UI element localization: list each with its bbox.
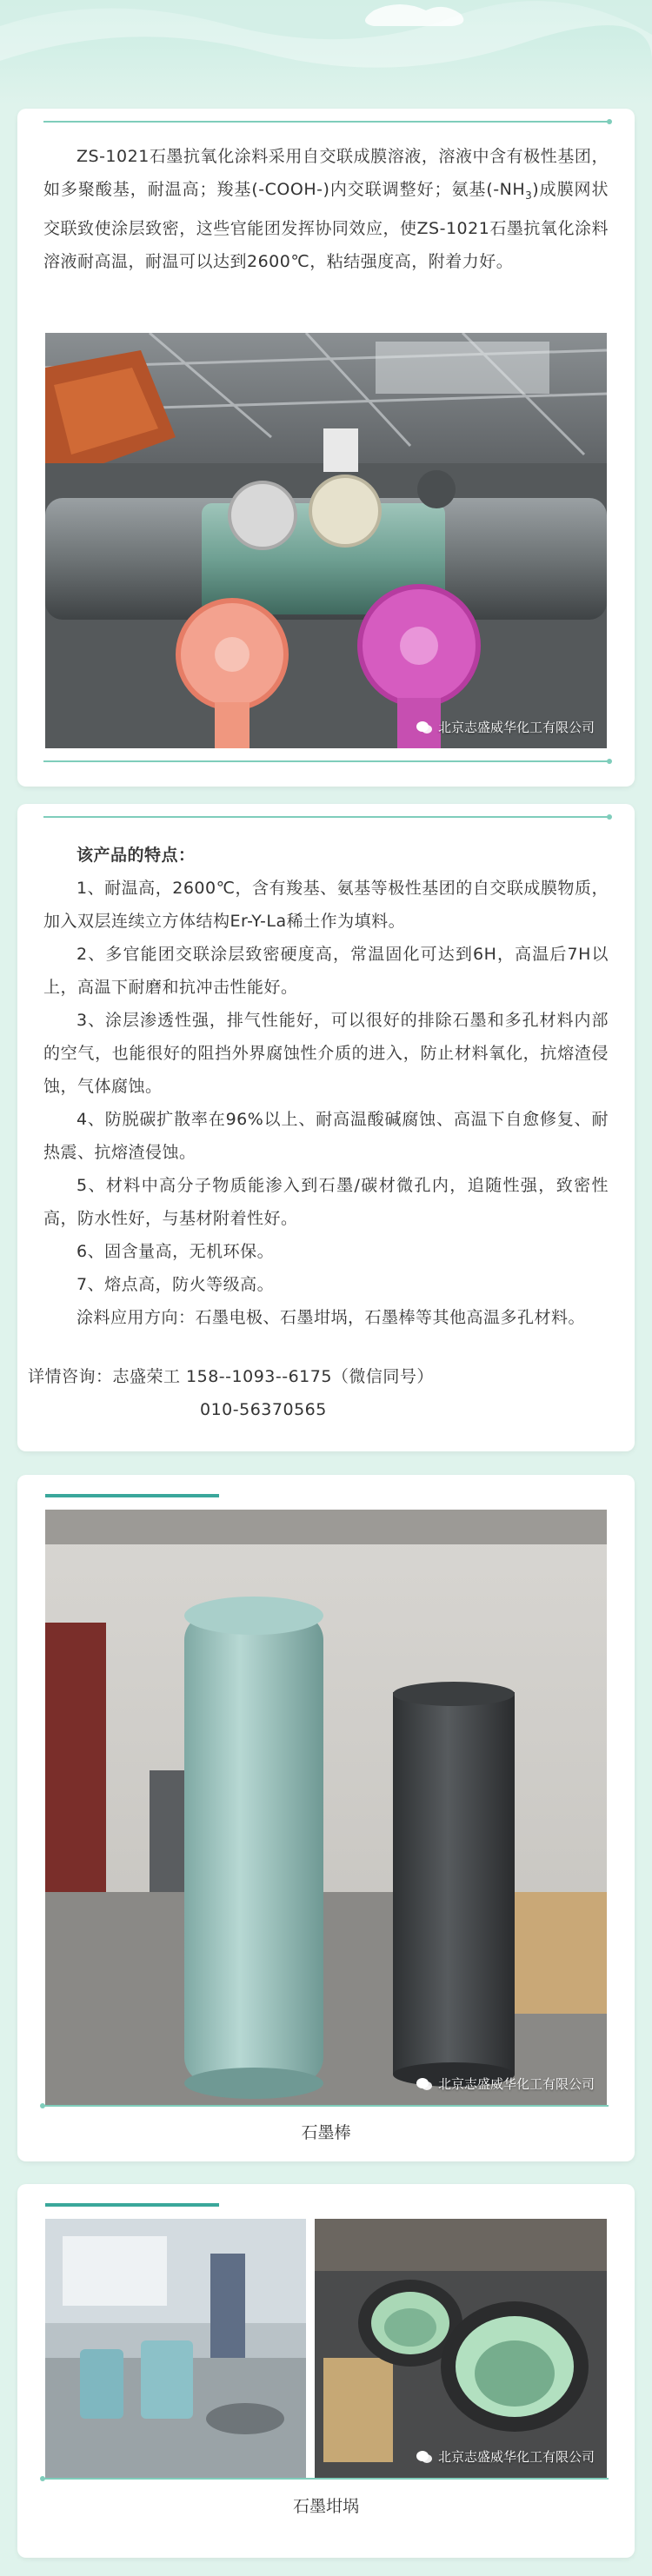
rod-caption: 石墨棒: [301, 2123, 351, 2142]
intro-text: [43, 140, 609, 278]
contact-info: [28, 1360, 619, 1426]
feature-item-6: 6、固含量高，无机环保。: [77, 1242, 275, 1261]
intro-paragraph: ZS-1021石墨抗氧化涂料采用自交联成膜溶液，溶液中含有极性基团，如多聚酸基，耐温高；羧基(-COOH-)内交联调整好；氨基$(-NH_3)$成膜网状交联致使涂层致密，这些官能团发挥协同效应，使ZS-1021石墨抗氧化涂料溶液耐高温，耐温可以达到2600℃，粘结强度高，附着力好。: [43, 147, 609, 271]
top-banner: [0, 0, 652, 104]
card-top-line: [43, 816, 609, 818]
contact-line-2[interactable]: 010-56370565: [200, 1400, 327, 1419]
factory-photo: [45, 333, 607, 748]
crucible-photo-right: [315, 2219, 607, 2478]
crucible-photo-left: [45, 2219, 306, 2478]
card-top-line: [43, 121, 609, 123]
feature-item-3: 3、涂层渗透性强，排气性能好，可以很好的排除石墨和多孔材料内部的空气，也能很好的阻挡外界腐蚀性介质的进入，防止材料氧化，抗熔渣侵蚀，气体腐蚀。: [43, 1011, 609, 1096]
feature-item-1: 1、耐温高，2600℃，含有羧基、氨基等极性基团的自交联成膜物质，加入双层连续立方体结构Er-Y-La稀土作为填料。: [43, 879, 609, 931]
crucible-caption: 石墨坩埚: [292, 2497, 359, 2516]
wechat-icon: [416, 2450, 433, 2464]
features-card: [17, 804, 635, 1451]
wave-decoration: [0, 0, 652, 104]
contact-line-1[interactable]: 详情咨询：志盛荣工 158--1093--6175（微信同号）: [28, 1367, 434, 1386]
wechat-icon: [416, 2077, 433, 2091]
accent-bar: [45, 2203, 219, 2207]
watermark: 北京志盛威华化工有限公司: [416, 2447, 595, 2466]
card-bottom-line: [43, 2478, 609, 2480]
feature-item-2: 2、多官能团交联涂层致密硬度高，常温固化可达到6H，高温后7H以上，高温下耐磨和抗冲击性能好。: [43, 945, 609, 997]
feature-item-4: 4、防脱碳扩散率在96%以上、耐高温酸碱腐蚀、高温下自愈修复、耐热震、抗熔渣侵蚀。: [43, 1110, 609, 1162]
features-text: [43, 839, 609, 1334]
watermark: 北京志盛威华化工有限公司: [416, 2075, 595, 2093]
features-heading: 该产品的特点：: [77, 846, 196, 865]
graphite-rod-photo: [45, 1510, 607, 2105]
feature-item-5: 5、材料中高分子物质能渗入到石墨/碳材微孔内，追随性强，致密性高，防水性好，与基材附着性好。: [43, 1176, 609, 1228]
watermark: 北京志盛威华化工有限公司: [416, 718, 595, 736]
intro-card: [17, 109, 635, 787]
card-bottom-line: [43, 2105, 609, 2107]
application-direction: 涂料应用方向：石墨电极、石墨坩埚，石墨棒等其他高温多孔材料。: [77, 1308, 586, 1327]
wechat-icon: [416, 720, 433, 734]
accent-bar: [45, 1494, 219, 1497]
card-bottom-line: [43, 760, 609, 762]
crucible-card: [17, 2184, 635, 2558]
rod-card: [17, 1475, 635, 2161]
feature-item-7: 7、熔点高，防火等级高。: [77, 1275, 275, 1294]
